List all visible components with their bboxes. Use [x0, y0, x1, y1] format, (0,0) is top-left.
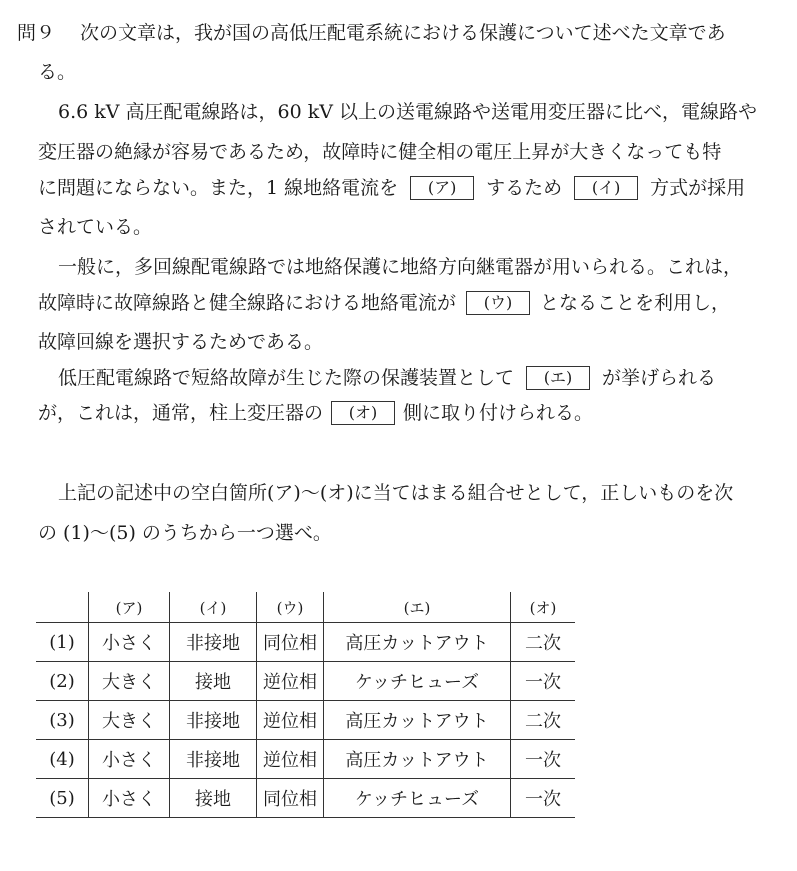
table-header-cell: (イ)	[170, 592, 257, 623]
para2-line2	[38, 291, 730, 315]
para1-line3-text-b: するため	[486, 176, 563, 199]
para2-line2-text-b: となることを利用し，	[540, 291, 731, 314]
table-header-cell	[36, 592, 89, 623]
para3-line1	[58, 366, 716, 390]
question-number: 問９	[17, 22, 56, 44]
option-number: (1)	[36, 623, 89, 662]
table-row	[36, 662, 575, 701]
para1-line1: 6.6 kV 高圧配電線路は，60 kV 以上の送電線路や送電用変圧器に比べ，電線路や	[58, 101, 758, 123]
para1-line4: されている。	[38, 216, 153, 238]
table-header-cell: (ア)	[89, 592, 170, 623]
question-intro-line2: る。	[38, 61, 77, 83]
para3-line2	[38, 401, 593, 425]
blank-a: (ア)	[410, 176, 474, 200]
table-cell: 一次	[511, 662, 576, 701]
instruction-line2: の (1)～(5) のうちから一つ選べ。	[38, 522, 332, 544]
table-row	[36, 701, 575, 740]
para2-line1: 一般に，多回線配電線路では地絡保護に地絡方向継電器が用いられる。これは，	[58, 256, 743, 278]
table-cell: 同位相	[257, 623, 324, 662]
table-cell: 接地	[170, 662, 257, 701]
blank-u: (ウ)	[466, 291, 530, 315]
table-cell: 逆位相	[257, 662, 324, 701]
option-number: (4)	[36, 740, 89, 779]
para1-line3-text-a: に問題にならない。また，1 線地絡電流を	[38, 176, 399, 199]
table-row	[36, 779, 575, 818]
para3-line1-text-a: 低圧配電線路で短絡故障が生じた際の保護装置として	[58, 366, 515, 389]
table-cell: 一次	[511, 779, 576, 818]
table-cell: 同位相	[257, 779, 324, 818]
para2-line3: 故障回線を選択するためである。	[38, 331, 324, 353]
table-cell: 逆位相	[257, 701, 324, 740]
table-cell: 接地	[170, 779, 257, 818]
table-header-cell: (ウ)	[257, 592, 324, 623]
table-cell: 大きく	[89, 701, 170, 740]
para1-line3-text-c: 方式が採用	[650, 176, 746, 199]
table-cell: 高圧カットアウト	[324, 740, 511, 779]
option-number: (2)	[36, 662, 89, 701]
table-cell: 非接地	[170, 701, 257, 740]
options-table	[36, 592, 575, 818]
question-intro-line1: 次の文章は，我が国の高低圧配電系統における保護について述べた文章であ	[80, 22, 726, 44]
table-header-cell: (エ)	[324, 592, 511, 623]
table-cell: 二次	[511, 701, 576, 740]
table-cell: 高圧カットアウト	[324, 623, 511, 662]
table-cell: 一次	[511, 740, 576, 779]
para1-line3	[38, 176, 745, 200]
table-cell: 非接地	[170, 740, 257, 779]
table-cell: 大きく	[89, 662, 170, 701]
table-cell: 小さく	[89, 740, 170, 779]
table-cell: ケッチヒューズ	[324, 662, 511, 701]
table-header-cell: (オ)	[511, 592, 576, 623]
blank-e: (エ)	[526, 366, 590, 390]
table-cell: 小さく	[89, 779, 170, 818]
table-cell: 高圧カットアウト	[324, 701, 511, 740]
para1-line2: 変圧器の絶縁が容易であるため，故障時に健全相の電圧上昇が大きくなっても特	[38, 141, 722, 163]
blank-o: (オ)	[331, 401, 395, 425]
table-row	[36, 740, 575, 779]
para3-line1-text-b: が挙げられる	[602, 366, 717, 389]
option-number: (5)	[36, 779, 89, 818]
table-cell: 小さく	[89, 623, 170, 662]
blank-i: (イ)	[574, 176, 638, 200]
table-header-row	[36, 592, 575, 623]
para3-line2-text-a: が，これは，通常，柱上変圧器の	[38, 401, 324, 424]
table-cell: ケッチヒューズ	[324, 779, 511, 818]
para2-line2-text-a: 故障時に故障線路と健全線路における地絡電流が	[38, 291, 457, 314]
para3-line2-text-b: 側に取り付けられる。	[403, 401, 594, 424]
option-number: (3)	[36, 701, 89, 740]
table-cell: 非接地	[170, 623, 257, 662]
instruction-line1: 上記の記述中の空白箇所(ア)～(オ)に当てはまる組合せとして，正しいものを次	[58, 482, 734, 504]
table-row	[36, 623, 575, 662]
table-cell: 逆位相	[257, 740, 324, 779]
table-cell: 二次	[511, 623, 576, 662]
